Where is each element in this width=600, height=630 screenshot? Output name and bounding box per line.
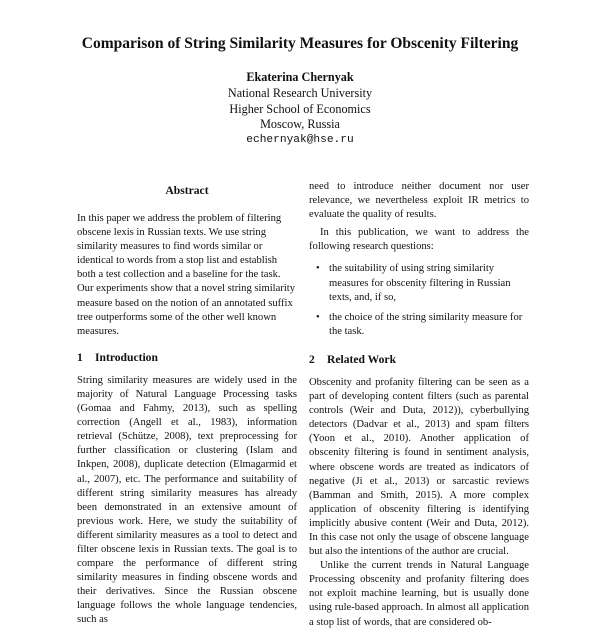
list-item — [309, 311, 529, 339]
section-number: 1 — [77, 350, 83, 364]
related-work-paragraph: Obscenity and profanity filtering can be seen as a part of developing content filters (such as parental controls (Weir and Duta, 2012)), cyberbullying detectors (Dadvar et al., 2013) and spam filters (Yoon et al., 2010). Another application of obscenity filtering is found in sentiment analysis, where obscene words are treated as indicators of negative (Ji et al., 2013) or sarcastic reviews (Bamman and Smith, 2015). A more complex application of obscenity filtering is identifying implicitly abusive content (Weir and Duta, 2012). In this case not only the usage of obscene language but also the intentions of the author are crucial. — [309, 376, 529, 558]
author-block — [150, 70, 450, 149]
research-questions-intro: In this publication, we want to address the following research questions: — [309, 227, 529, 253]
bullet-icon: • — [316, 263, 320, 275]
research-questions-list — [309, 262, 529, 338]
bullet-icon: • — [316, 311, 320, 323]
abstract-heading: Abstract — [165, 184, 209, 197]
right-column — [309, 180, 529, 630]
section-title: Introduction — [95, 350, 158, 364]
list-item-text: the choice of the string similarity measure for the task. — [329, 311, 523, 337]
list-item-text: the suitability of using string similarity measures for obscenity filtering in Russian texts, and, if so, — [329, 263, 511, 303]
affiliation-line: Moscow, Russia — [260, 117, 340, 132]
list-item — [309, 262, 529, 304]
related-work-paragraph: Unlike the current trends in Natural Language Processing obscenity and profanity filtering does not exploit machine learning, but is usually done using rule-based approach. In almost all application a stop list of words, that are considered ob- — [309, 560, 529, 628]
section-number: 2 — [309, 352, 315, 366]
section-title: Related Work — [327, 352, 397, 366]
affiliation-line: Higher School of Economics — [229, 101, 371, 116]
affiliation-line: National Research University — [227, 85, 373, 100]
continuation-text: need to introduce neither document nor user relevance, we nevertheless exploit IR metrics to evaluate the quality of results. — [309, 181, 529, 221]
introduction-text: String similarity measures are widely used in the majority of Natural Language Processing tasks (Gomaa and Fahmy, 2013), such as spelling correction (Angell et al., 1983), information retrieval (Schütze, 2008), text preprocessing for further classification or clustering (Islam and Inkpen, 2008), duplicate detection (Elmagarmid et al., 2007), etc. The performance and suitability of different string similarity measures has already been demonstrated in an extensive amount of previous work. Here, we study the suitability of different similarity measures as a tool to detect and filter obscene lexis in Russian texts. The goal is to compare the performance of different string similarity measures in finding obscene words and their derivatives. Since the Russian obscene language follows the whole language tendencies, such as — [77, 374, 297, 626]
abstract-text: In this paper we address the problem of filtering obscene lexis in Russian texts. We use string similarity measures to find words similar or identical to words from a stop list and establish both a test collection and a baseline for the task. Our experiments show that a novel string similarity measure based on the notion of an annotated suffix tree outperforms some of the other well known measures. — [77, 213, 296, 337]
paper-title: Comparison of String Similarity Measures for Obscenity Filtering — [81, 35, 519, 52]
author-email: echernyak@hse.ru — [246, 134, 354, 147]
left-column — [77, 184, 297, 628]
author-name: Ekaterina Chernyak — [246, 70, 354, 84]
section-heading-introduction — [77, 351, 297, 365]
section-heading-related-work — [309, 353, 529, 367]
